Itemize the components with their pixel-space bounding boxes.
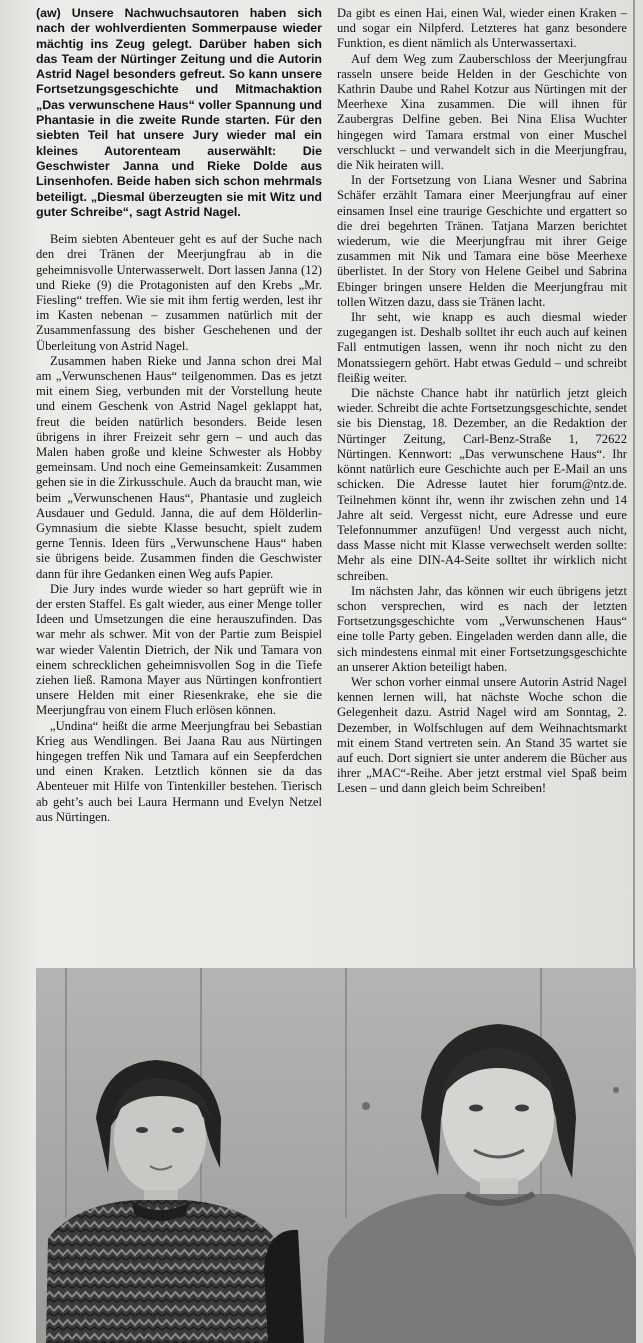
body-paragraph: Die Jury indes wurde wieder so hart geprüft wie in der ersten Staffel. Es galt wieder, aus einer Menge toller Ideen und Umsetzungen die eine herauszufinden. Das war mehr als schwer. Mit von der Partie zum Beispiel war wieder Valentin Dietrich, der Nik und Tamara von einem schrecklichen geheimnisvollen Sog in die Tiefe ziehen ließ. Ramona Mayer aus Nürtingen konfrontiert unsere Helden mit einer Riesenkrake, ehe sie die Meerjungfrau von einem Fluch erlösen können.	[36, 581, 322, 718]
body-paragraph: Die nächste Chance habt ihr natürlich jetzt gleich wieder. Schreibt die achte Fortsetzungsgeschichte, sendet sie bis Dienstag, 18. Dezember, an die Redaktion der Nürtinger Zeitung, Carl-Benz-Straße 1, 72622 Nürtingen. Kennwort: „Das verwunschene Haus“. Ihr könnt natürlich eure Geschichte auch per E-Mail an uns schicken. Die Adresse lautet hier forum@ntz.de. Teilnehmen könnt ihr, wenn ihr zwischen zehn und 14 Jahre alt seid. Vergesst nicht, eure Adresse und eure Telefonnummer anzufügen! Und vergesst auch nicht, dass Masse nicht mit Klasse verwechselt werden sollte: Mehr als eine DIN-A4-Seite solltet ihr wirklich nicht schreiben.	[337, 386, 627, 583]
body-paragraph: Im nächsten Jahr, das können wir euch übrigens jetzt schon versprechen, wird es nach der letzten Fortsetzungsgeschichte vom „Verwunschenen Haus“ eine tolle Party geben. Eingeladen werden dann alle, die sich mindestens einmal mit einer Fortsetzungsgeschichte an unserer Aktion beteiligt haben.	[337, 583, 627, 674]
body-paragraph: Ihr seht, wie knapp es auch diesmal wieder zugegangen ist. Deshalb solltet ihr euch auch auf keinen Fall entmutigen lassen, wenn ihr noch nicht zu den Monatssiegern gehört. Habt etwas Geduld – und schreibt fleißig weiter.	[337, 310, 627, 385]
article-column-left	[36, 6, 322, 825]
body-paragraph: „Undina“ heißt die arme Meerjungfrau bei Sebastian Krieg aus Wendlingen. Bei Jaana Rau aus Nürtingen hingegen treffen Nik und Tamara auf ein Seepferdchen und einen Kraken. Letztlich können sie da das Abenteuer mit Hilfe von Tintenkiller bestehen. Tierisch ab geht’s auch bei Laura Hermann und Evelyn Netzel aus Nürtingen.	[36, 718, 322, 824]
body-paragraph: Auf dem Weg zum Zauberschloss der Meerjungfrau rasseln unsere beide Helden in der Geschichte von Kathrin Daube und Rahel Kotzur aus Nürtingen mit der Meerhexe Xina zusammen. Die will ihnen für Zaubergras Delfine geben. Bei Nina Elisa Wuchter hingegen wird Tamara erstmal von einer Muschel verschluckt – und verwandelt sich in die Meerjungfrau, die Nik heiraten will.	[337, 51, 627, 173]
photo-sisters-illustration	[36, 968, 636, 1343]
article-column-right	[337, 6, 627, 797]
article-photo	[36, 968, 636, 1343]
article-lead: (aw) Unsere Nachwuchsautoren haben sich nach der wohlverdienten Sommerpause wieder mächtig ins Zeug gelegt. Darüber haben sich das Team der Nürtinger Zeitung und die Autorin Astrid Nagel besonders gefreut. So kann unsere Fortsetzungsgeschichte und Mitmachaktion „Das verwunschene Haus“ voller Spannung und Phantasie in die zweite Runde starten. Für den siebten Teil hat unsere Jury wieder mal ein kleines Autorenteam auserwählt: Die Geschwister Janna und Rieke Dolde aus Linsenhofen. Beide haben sich schon mehrmals beteiligt. „Diesmal überzeugten sie mit Witz und guter Schreibe“, sagt Astrid Nagel.	[36, 6, 322, 219]
body-paragraph: In der Fortsetzung von Liana Wesner und Sabrina Schäfer erzählt Tamara einer Meerjungfrau auf einer einsamen Insel eine traurige Geschichte und ergattert so die drei begehrten Tränen. Tatjana Marzen berichtet wiederum, wie die Meerjungfrau mit ihrer Geige zusammen mit Nik und Tamara eine böse Meerhexe überlistet. In der Story von Helene Geibel und Sabrina Ebinger bringen unsere Helden die Meerjungfrau mit tollen Witzen dazu, dass sie Tränen lacht.	[337, 173, 627, 309]
body-paragraph: Da gibt es einen Hai, einen Wal, wieder einen Kraken – und sogar ein Nilpferd. Letzteres hat ganz besondere Funktion, es dient nämlich als Unterwassertaxi.	[337, 6, 627, 51]
body-paragraph: Zusammen haben Rieke und Janna schon drei Mal am „Verwunschenen Haus“ teilgenommen. Das es jetzt mit einem Sieg, verbunden mit der Vorstellung heute und einem Geschenk von Astrid Nagel geklappt hat, freut die beiden natürlich besonders. Beide lesen übrigens in ihrer Freizeit sehr gern – und auch das Malen haben große und kleine Schwester als Hobby gemeinsam. Und noch eine Gemeinsamkeit: Zusammen gehen sie in die Zirkusschule. Auch da braucht man, wie beim „Verwunschenen Haus“, Phantasie und zugleich Ausdauer und Geduld. Janna, die auf dem Hölderlin-Gymnasium die siebte Klasse besucht, spielt zudem gerne Tennis. Ideen fürs „Verwunschene Haus“ haben sie übrigens beide. Zusammen finden die Geschwister dann für ihre Gedanken einen Weg aufs Papier.	[36, 353, 322, 581]
body-paragraph: Beim siebten Abenteuer geht es auf der Suche nach den drei Tränen der Meerjungfrau ab in die geheimnisvolle Unterwasserwelt. Dort lassen Janna (12) und Rieke (9) die Protagonisten auf den Krebs „Mr. Fiesling“ treffen. Wie sie mit ihm fertig werden, lest ihr im Kasten nebenan – zusammen natürlich mit der Zusammenfassung des bisher Geschehenen und der Überleitung von Astrid Nagel.	[36, 232, 322, 353]
body-paragraph: Wer schon vorher einmal unsere Autorin Astrid Nagel kennen lernen will, hat nächste Woche schon die Gelegenheit dazu. Astrid Nagel wird am Sonntag, 2. Dezember, in Wolfschlugen auf dem Weihnachtsmarkt mit einem Stand vertreten sein. An Stand 35 wartet sie auf euch. Dort signiert sie unter anderem die Bücher aus ihrer „MAC“-Reihe. Aber jetzt erstmal viel Spaß beim Lesen – und dann gleich beim Schreiben!	[337, 674, 627, 796]
